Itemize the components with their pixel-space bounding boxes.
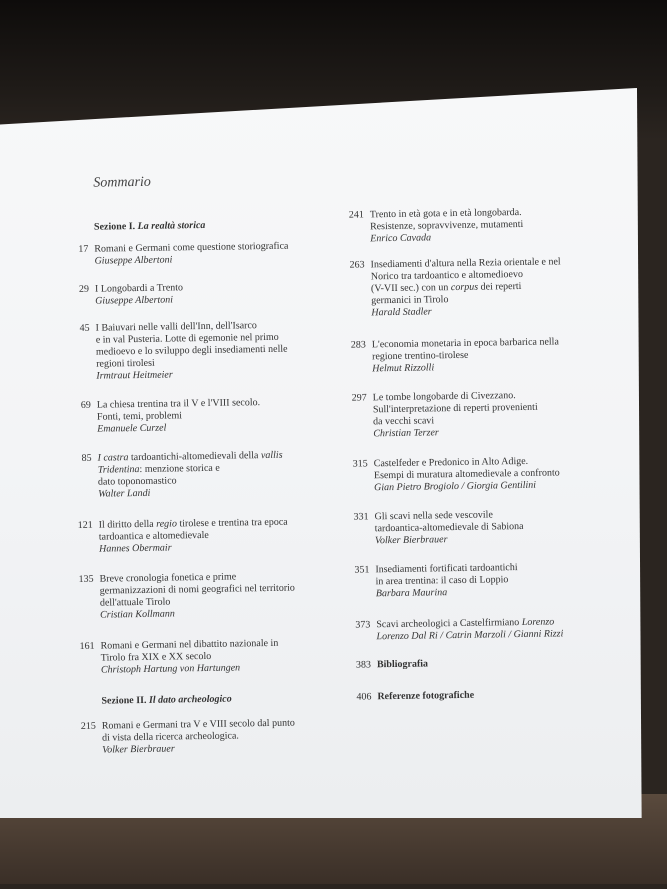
toc-entry: 69 La chiesa trentina tra il V e l'VIII secolo. Fonti, temi, problemi Emanuele Curzel [80,397,261,435]
toc-entry: 373 Scavi archeologici a Castelfirmiano Lorenzo Lorenzo Dal Ri / Catrin Marzoli / Gianni Rizzi [355,616,564,643]
toc-entry: 121 Il diritto della regio tirolese e trentina tra epoca tardoantica e altomedievale Hannes Obermair [77,516,288,555]
toc-entry: 297 Le tombe longobarde di Civezzano. Sull'interpretazione di reperti provenienti da vecchi scavi Christian Terzer [351,390,538,440]
section-heading-1: Sezione I. La realtà storica [93,219,206,233]
toc-entry: 263 Insediamenti d'altura nella Rezia orientale e nel Norico tra tardoantico e altomedioevo (V-VII sec.) con un corpus dei reperti germanici in Tirolo Harald Stadler [349,256,561,319]
toc-entry: 17 Romani e Germani come questione storiografica Giuseppe Albertoni [78,240,289,267]
toc-entry: 241 Trento in età gota e in età longobarda. Resistenze, sopravvivenze, mutamenti Enrico Cavada [348,206,524,245]
toc-entry: 161 Romani e Germani nel dibattito nazionale in Tirolo fra XIX e XX secolo Christoph Hartung von Hartungen [79,637,279,676]
toc-entry: 351 Insediamenti fortificati tardoantichi in area trentina: il caso di Loppio Barbara Maurina [354,562,518,600]
page-title: Sommario [93,174,151,191]
toc-entry-bibliography: 383 Bibliografia [355,658,429,671]
toc-entry: 331 Gli scavi nella sede vescovile tardoantica-altomedievale di Sabiona Volker Bierbrauer [353,509,524,547]
toc-entry-photo-credits: 406 Referenze fotografiche [356,689,475,703]
toc-entry: 135 Breve cronologia fonetica e prime germanizzazioni di nomi geografici nel territorio dell'attuale Tirolo Cristian Kollmann [78,571,295,621]
toc-entry: 283 L'economia monetaria in epoca barbarica nella regione trentino-tirolese Helmut Rizzolli [350,336,559,375]
section-heading-2: Sezione II. Il dato archeologico [101,693,232,707]
toc-entry: 45 I Baiuvari nelle valli dell'Inn, dell'Isarco e in val Pusteria. Lotte di egemonie nel primo medioevo e lo sviluppo degli insediamenti nelle regioni tirolesi Irmtraut Heitmeier [79,320,288,382]
toc-entry: 215 Romani e Germani tra V e VIII secolo dal punto di vista della ricerca archeologica. Volker Bierbrauer [80,717,295,756]
toc-entry: 29 I Longobardi a Trento Giuseppe Albertoni [78,282,184,307]
toc-entry: 315 Castelfeder e Predonico in Alto Adige. Esempi di muratura altomedievale a confronto Gian Pietro Brogiolo / Giorgia Gentilini [352,455,560,494]
toc-entry: 85 I castra tardoantichi-altomedievali della vallis Tridentina: menzione storica e dato toponomastico Walter Landi [81,449,283,500]
